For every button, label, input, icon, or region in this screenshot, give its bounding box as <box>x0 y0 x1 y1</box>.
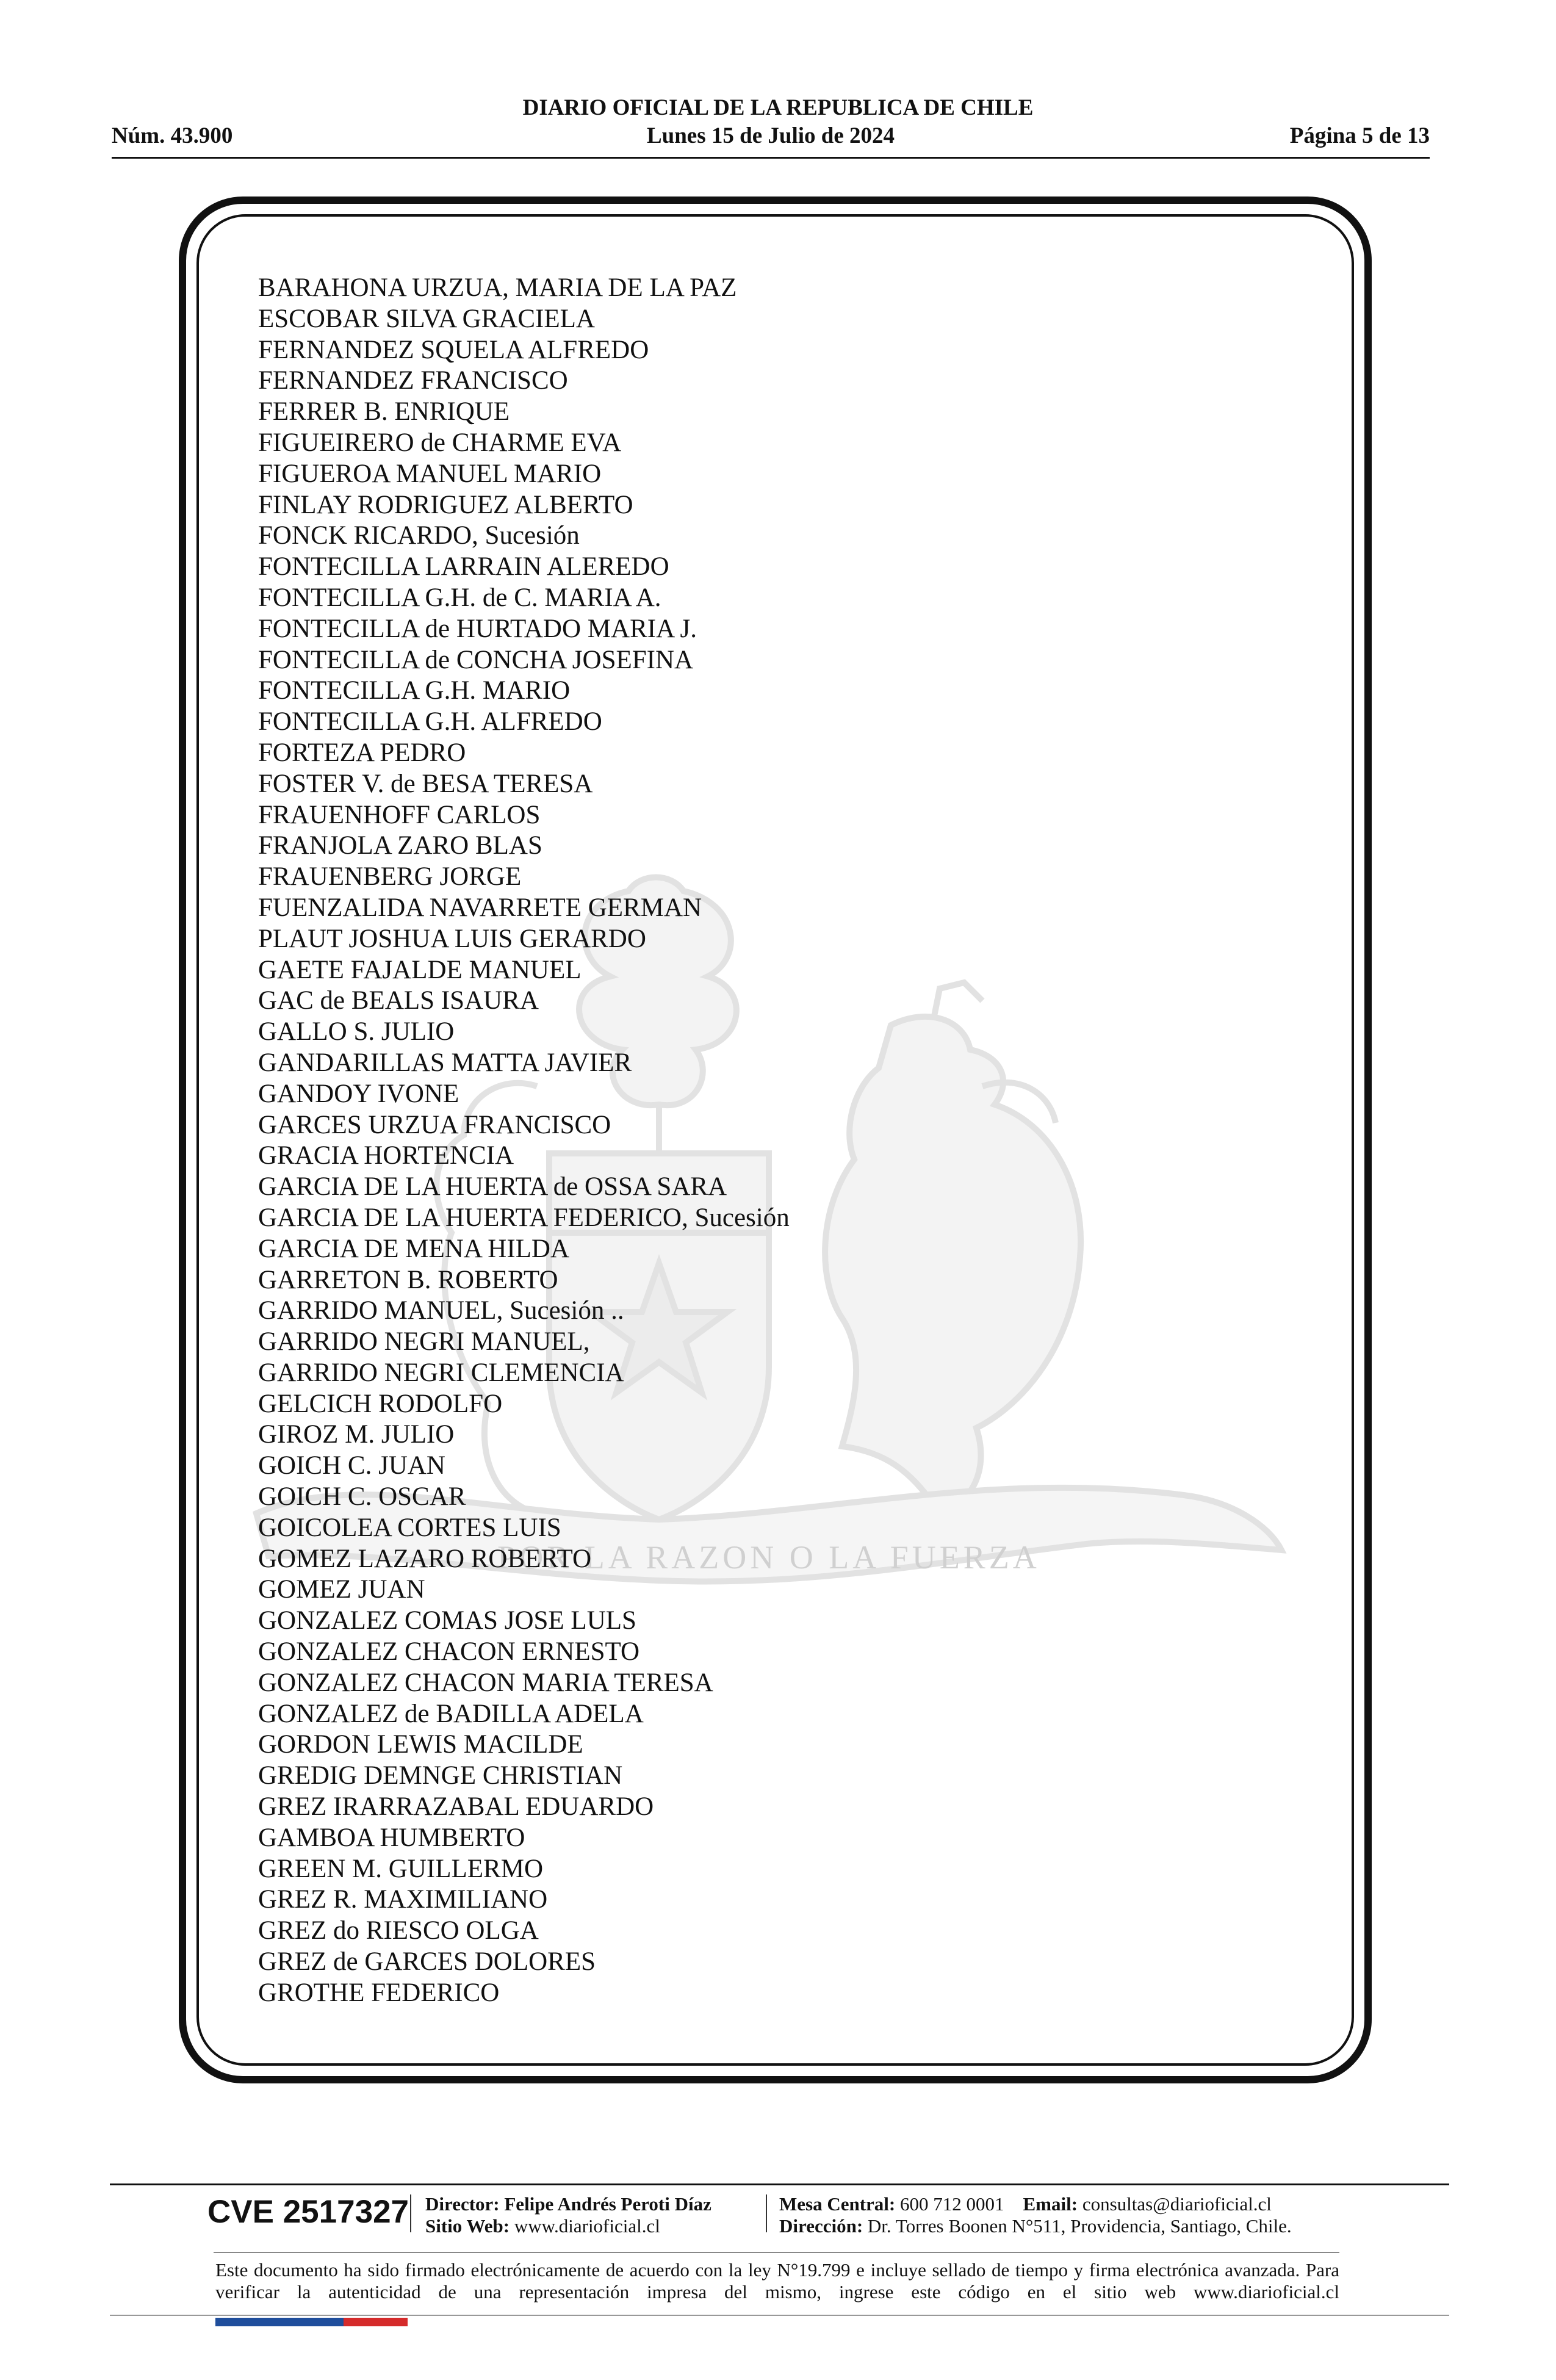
name-entry: GANDARILLAS MATTA JAVIER <box>258 1048 632 1077</box>
flag-stripe <box>215 2318 279 2326</box>
name-entry: GARRETON B. ROBERTO <box>258 1265 558 1294</box>
name-entry: GAETE FAJALDE MANUEL <box>258 955 582 984</box>
name-entry: FONTECILLA de HURTADO MARIA J. <box>258 614 697 643</box>
name-entry: FONCK RICARDO, Sucesión <box>258 521 580 550</box>
email-link[interactable]: consultas@diarioficial.cl <box>1082 2193 1272 2215</box>
name-entry: GREZ IRARRAZABAL EDUARDO <box>258 1792 654 1822</box>
legal-notice: Este documento ha sido firmado electrónicamente de acuerdo con la ley N°19.799 e incluye sellado de tiempo y firma electrónica avanzada. Para verificar la autenticidad de una representación impresa del mismo, ingrese este código en el sitio web www.diarioficial.cl <box>215 2259 1339 2302</box>
name-entry: GONZALEZ COMAS JOSE LULS <box>258 1606 636 1635</box>
name-entry: ESCOBAR SILVA GRACIELA <box>258 304 595 333</box>
name-entry: GARCIA DE LA HUERTA de OSSA SARA <box>258 1172 727 1202</box>
name-entry: GONZALEZ CHACON ERNESTO <box>258 1637 640 1667</box>
footer-divider-middle <box>214 2252 1339 2253</box>
name-entry: FRAUENBERG JORGE <box>258 862 522 892</box>
name-entry: FIGUEROA MANUEL MARIO <box>258 459 602 488</box>
name-entry: FUENZALIDA NAVARRETE GERMAN <box>258 893 702 922</box>
name-entry: GONZALEZ CHACON MARIA TERESA <box>258 1668 713 1697</box>
name-entry: GONZALEZ de BADILLA ADELA <box>258 1699 644 1728</box>
flag-stripe <box>279 2318 344 2326</box>
name-entry: GROTHE FEDERICO <box>258 1978 500 2007</box>
footer-contact-block <box>779 2193 1292 2237</box>
name-entry: FRANJOLA ZARO BLAS <box>258 831 542 860</box>
direccion-label: Dirección: <box>779 2215 863 2237</box>
name-entry: GREDIG DEMNGE CHRISTIAN <box>258 1761 623 1790</box>
website-link[interactable]: www.diarioficial.cl <box>514 2215 660 2237</box>
name-entry: GARRIDO NEGRI MANUEL, <box>258 1327 590 1357</box>
name-entry: GORDON LEWIS MACILDE <box>258 1730 583 1759</box>
issue-number: Núm. 43.900 <box>112 123 233 148</box>
mesa-value: 600 712 0001 <box>900 2193 1004 2215</box>
name-entry: GARRIDO MANUEL, Sucesión .. <box>258 1296 624 1325</box>
name-entry: GOICH C. JUAN <box>258 1451 445 1480</box>
name-entry: GARRIDO NEGRI CLEMENCIA <box>258 1358 624 1387</box>
name-entry: GREZ de GARCES DOLORES <box>258 1947 596 1977</box>
name-entry: GREZ R. MAXIMILIANO <box>258 1885 548 1914</box>
name-entry: FONTECILLA LARRAIN ALEREDO <box>258 552 669 582</box>
name-entry: GOMEZ JUAN <box>258 1575 425 1604</box>
mesa-label: Mesa Central: <box>779 2193 896 2215</box>
name-entry: GARCIA DE MENA HILDA <box>258 1234 570 1263</box>
name-entry: FORTEZA PEDRO <box>258 738 466 767</box>
name-entry: FOSTER V. de BESA TERESA <box>258 769 593 798</box>
name-entry: GOICOLEA CORTES LUIS <box>258 1513 561 1542</box>
name-entry: FONTECILLA G.H. MARIO <box>258 676 571 705</box>
names-list <box>258 273 790 2009</box>
coat-of-arms-motto: POR LA RAZON O LA FUERZA <box>497 1539 1040 1576</box>
name-entry: GREZ do RIESCO OLGA <box>258 1916 539 1945</box>
website-label: Sitio Web: <box>425 2215 510 2237</box>
name-entry: BARAHONA URZUA, MARIA DE LA PAZ <box>258 273 737 302</box>
name-entry: GANDOY IVONE <box>258 1079 459 1108</box>
page-number: Página 5 de 13 <box>1289 123 1430 148</box>
name-entry: GOICH C. OSCAR <box>258 1482 466 1512</box>
name-entry: FERNANDEZ SQUELA ALFREDO <box>258 335 649 364</box>
name-entry: GREEN M. GUILLERMO <box>258 1854 543 1883</box>
name-entry: PLAUT JOSHUA LUIS GERARDO <box>258 924 646 953</box>
gazette-title: DIARIO OFICIAL DE LA REPUBLICA DE CHILE <box>522 95 1034 120</box>
name-entry: GAC de BEALS ISAURA <box>258 986 539 1015</box>
flag-stripe <box>344 2318 408 2326</box>
name-entry: GALLO S. JULIO <box>258 1017 455 1047</box>
issue-date: Lunes 15 de Julio de 2024 <box>646 123 895 148</box>
footer-separator <box>410 2194 411 2232</box>
name-entry: GARCES URZUA FRANCISCO <box>258 1110 611 1139</box>
name-entry: GAMBOA HUMBERTO <box>258 1823 525 1852</box>
director-value: Felipe Andrés Peroti Díaz <box>504 2193 711 2215</box>
director-label: Director: <box>425 2193 500 2215</box>
name-entry: FINLAY RODRIGUEZ ALBERTO <box>258 490 633 519</box>
name-entry: FONTECILLA G.H. ALFREDO <box>258 707 602 737</box>
name-entry: GARCIA DE LA HUERTA FEDERICO, Sucesión <box>258 1203 790 1232</box>
header-divider <box>112 157 1430 159</box>
direccion-value: Dr. Torres Boonen N°511, Providencia, Santiago, Chile. <box>867 2215 1292 2237</box>
footer-divider-bottom <box>110 2315 1449 2316</box>
name-entry: GRACIA HORTENCIA <box>258 1141 514 1170</box>
email-label: Email: <box>1023 2193 1078 2215</box>
name-entry: FONTECILLA de CONCHA JOSEFINA <box>258 645 694 674</box>
name-entry: FERRER B. ENRIQUE <box>258 397 510 427</box>
name-entry: GELCICH RODOLFO <box>258 1389 503 1418</box>
header-row <box>112 122 1430 150</box>
name-entry: FRAUENHOFF CARLOS <box>258 800 541 829</box>
footer-divider-top <box>110 2183 1449 2185</box>
name-entry: FONTECILLA G.H. de C. MARIA A. <box>258 583 661 612</box>
cve-code: CVE 2517327 <box>207 2194 409 2230</box>
footer-separator <box>766 2194 767 2232</box>
name-entry: GIROZ M. JULIO <box>258 1420 455 1449</box>
name-entry: FERNANDEZ FRANCISCO <box>258 366 568 395</box>
flag-color-bar <box>215 2318 408 2326</box>
name-entry: GOMEZ LAZARO ROBERTO <box>258 1544 592 1573</box>
footer-director-block <box>425 2193 711 2237</box>
name-entry: FIGUEIRERO de CHARME EVA <box>258 428 622 457</box>
